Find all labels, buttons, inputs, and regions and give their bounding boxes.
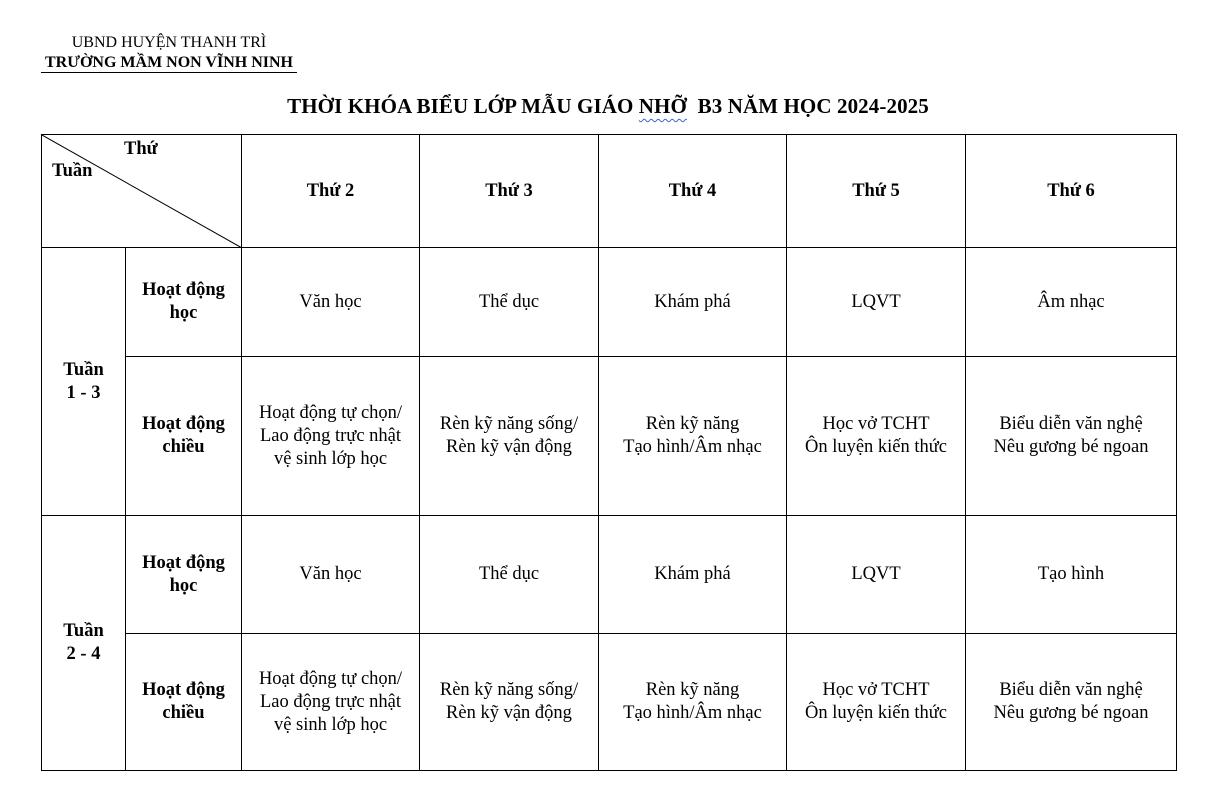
agency-name: UBND HUYỆN THANH TRÌ xyxy=(71,34,267,51)
cell-line: Lao động trực nhật xyxy=(259,691,402,712)
cell-line: Nêu gương bé ngoan xyxy=(993,703,1149,723)
cell-line: Tạo hình/Âm nhạc xyxy=(623,437,762,457)
schedule-cell xyxy=(420,248,599,357)
title-text-start: THỜI KHÓA BIỂU LỚP MẪU GIÁO xyxy=(287,94,639,118)
schedule-cell xyxy=(599,634,787,771)
cell-line: Rèn kỹ vận động xyxy=(446,437,572,457)
schedule-cell xyxy=(966,357,1177,516)
cell-line: Tuần xyxy=(63,359,104,380)
cell-line: Hoạt động tự chọn/ xyxy=(258,668,403,689)
cell-line: Âm nhạc xyxy=(1037,291,1105,312)
cell-line: Hoạt động xyxy=(142,414,225,434)
activity-label-cell xyxy=(126,248,242,357)
schedule-row xyxy=(42,357,1177,516)
activity-label-cell xyxy=(126,516,242,634)
school-name: TRƯỜNG MẦM NON VĨNH NINH xyxy=(41,54,297,73)
cell-line: LQVT xyxy=(851,291,901,312)
schedule-cell xyxy=(966,516,1177,634)
cell-line: 1 - 3 xyxy=(66,382,101,403)
corner-week-label: Tuần xyxy=(52,161,93,181)
cell-line: vệ sinh lớp học xyxy=(273,714,388,735)
cell-line: Rèn kỹ năng xyxy=(645,680,740,700)
cell-line: chiều xyxy=(162,437,205,457)
cell-line: LQVT xyxy=(851,564,901,584)
cell-line: Rèn kỹ năng sống/ xyxy=(439,414,579,434)
cell-line: Thể dục xyxy=(478,564,540,584)
schedule-cell xyxy=(787,634,966,771)
day-header-2: Thứ 2 xyxy=(242,135,420,248)
schedule-cell xyxy=(420,357,599,516)
day-header-4: Thứ 4 xyxy=(599,135,787,248)
timetable xyxy=(41,134,1177,771)
cell-line: Rèn kỹ năng xyxy=(645,414,740,434)
cell-line: Ôn luyện kiến thức xyxy=(804,703,948,723)
cell-line: Rèn kỹ năng sống/ xyxy=(439,680,579,700)
cell-line: Khám phá xyxy=(654,564,731,584)
corner-day-label: Thứ xyxy=(124,139,158,159)
schedule-row xyxy=(42,516,1177,634)
schedule-cell xyxy=(420,516,599,634)
cell-line: Học vở TCHT xyxy=(822,680,930,700)
cell-line: Ôn luyện kiến thức xyxy=(804,437,948,457)
cell-line: Học vở TCHT xyxy=(822,414,930,434)
week-cell xyxy=(42,248,126,516)
cell-line: Hoạt động xyxy=(142,280,225,300)
schedule-cell xyxy=(599,516,787,634)
cell-line: Tuần xyxy=(63,621,104,641)
page-title xyxy=(0,94,1216,119)
week-cell xyxy=(42,516,126,771)
corner-header-cell xyxy=(42,135,242,248)
cell-line: học xyxy=(169,303,198,323)
cell-line: Tạo hình xyxy=(1037,564,1105,584)
schedule-cell xyxy=(242,634,420,771)
cell-line: chiều xyxy=(162,703,205,723)
day-header-5: Thứ 5 xyxy=(787,135,966,248)
day-header-6: Thứ 6 xyxy=(966,135,1177,248)
schedule-row xyxy=(42,248,1177,357)
cell-line: Tạo hình/Âm nhạc xyxy=(623,703,762,723)
cell-line: Thể dục xyxy=(478,291,540,312)
cell-line: Lao động trực nhật xyxy=(259,425,402,446)
schedule-cell xyxy=(599,248,787,357)
cell-line: Rèn kỹ vận động xyxy=(446,703,572,723)
cell-line: Hoạt động tự chọn/ xyxy=(258,402,403,423)
cell-line: Văn học xyxy=(299,291,362,312)
cell-line: Hoạt động xyxy=(142,552,225,573)
schedule-cell xyxy=(787,248,966,357)
title-spellcheck-word: NHỠ xyxy=(638,94,687,118)
cell-line: Nêu gương bé ngoan xyxy=(993,437,1149,457)
schedule-row xyxy=(42,634,1177,771)
schedule-cell xyxy=(242,248,420,357)
day-header-3: Thứ 3 xyxy=(420,135,599,248)
cell-line: học xyxy=(169,575,198,596)
activity-label-cell xyxy=(126,357,242,516)
schedule-cell xyxy=(242,357,420,516)
schedule-cell xyxy=(599,357,787,516)
schedule-cell xyxy=(787,357,966,516)
cell-line: vệ sinh lớp học xyxy=(273,448,388,469)
cell-line: Khám phá xyxy=(654,291,731,312)
cell-line: Văn học xyxy=(299,564,362,584)
activity-label-cell xyxy=(126,634,242,771)
cell-line: 2 - 4 xyxy=(66,644,101,664)
schedule-cell xyxy=(966,634,1177,771)
cell-line: Biểu diễn văn nghệ xyxy=(999,680,1143,700)
title-text-end: B3 NĂM HỌC 2024-2025 xyxy=(686,94,929,118)
schedule-cell xyxy=(966,248,1177,357)
cell-line: Hoạt động xyxy=(142,680,225,700)
schedule-cell xyxy=(420,634,599,771)
schedule-cell xyxy=(242,516,420,634)
schedule-cell xyxy=(787,516,966,634)
document-header xyxy=(28,33,310,73)
cell-line: Biểu diễn văn nghệ xyxy=(999,414,1143,434)
